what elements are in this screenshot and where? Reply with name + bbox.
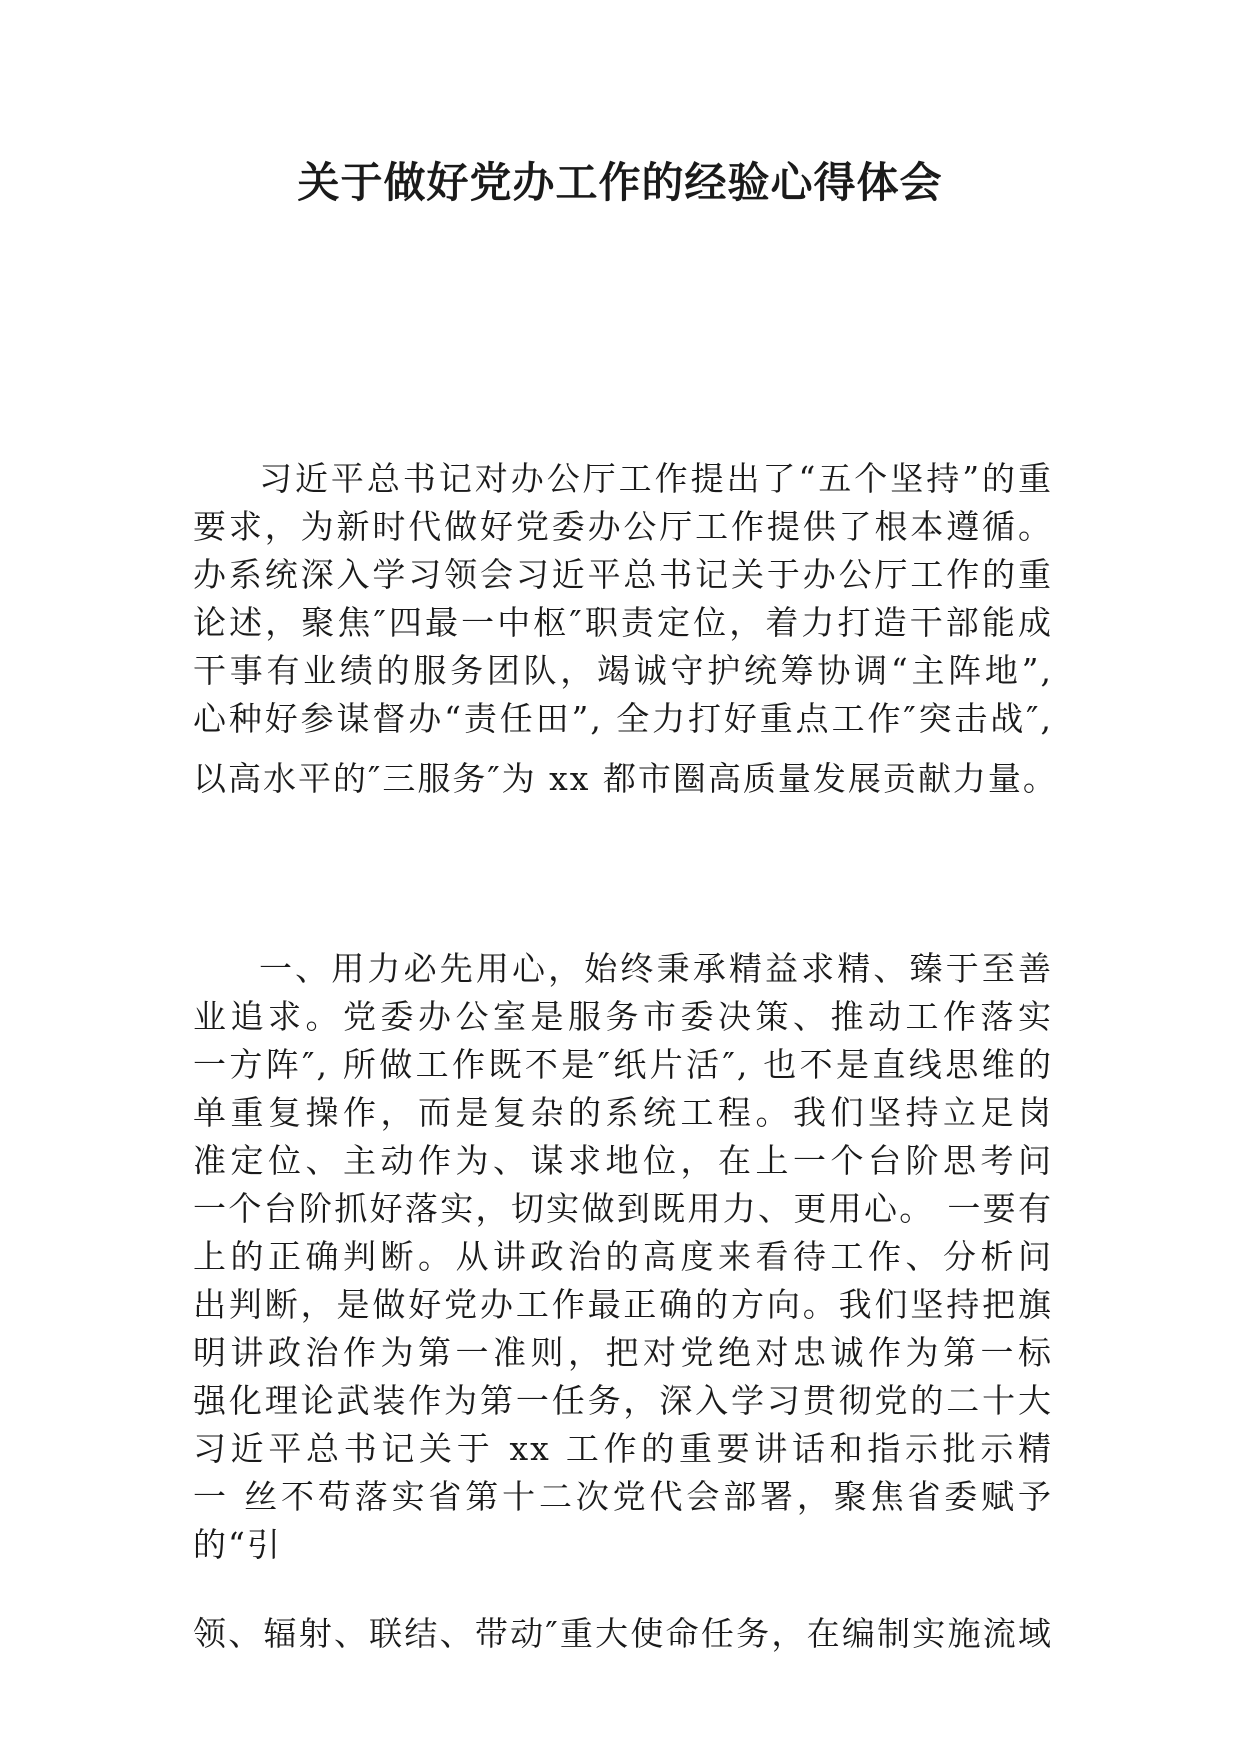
- paragraph-1-line-1: 习近平总书记对办公厅工作提出了“五个坚持”的重: [259, 459, 1053, 498]
- paragraph-1-line-2: 要求，为新时代做好党委办公厅工作提供了根本遵循。: [193, 507, 1053, 546]
- paragraph-2-line-8: 出判断，是做好党办工作最正确的方向。我们坚持把旗: [193, 1285, 1053, 1324]
- paragraph-1-line-3: 办系统深入学习领会习近平总书记关于办公厅工作的重: [193, 555, 1053, 594]
- document-title: 关于做好党办工作的经验心得体会: [297, 158, 943, 207]
- paragraph-1-line-7: 以高水平的″三服务″为 xx 都市圈高质量发展贡献力量。: [193, 759, 1058, 798]
- paragraph-2-line-5: 准定位、主动作为、谋求地位，在上一个台阶思考问: [193, 1141, 1053, 1180]
- paragraph-2-line-9: 明讲政治作为第一准则，把对党绝对忠诚作为第一标: [193, 1333, 1053, 1372]
- paragraph-2-line-4: 单重复操作，而是复杂的系统工程。我们坚持立足岗: [193, 1093, 1053, 1132]
- paragraph-1-line-4: 论述，聚焦″四最一中枢″职责定位，着力打造干部能成: [193, 603, 1053, 642]
- paragraph-2-line-1: 一、用力必先用心，始终秉承精益求精、臻于至善: [259, 949, 1053, 988]
- paragraph-2-line-2: 业追求。党委办公室是服务市委决策、推动工作落实: [193, 997, 1053, 1036]
- paragraph-2-line-12: 一 丝不苟落实省第十二次党代会部署，聚焦省委赋予: [193, 1477, 1053, 1516]
- paragraph-1-line-6: 心种好参谋督办“责任田”, 全力打好重点工作″突击战″,: [193, 699, 1053, 738]
- paragraph-3-line-1: 领、辐射、联结、带动″重大使命任务，在编制实施流域: [193, 1614, 1053, 1653]
- paragraph-2-line-7: 上的正确判断。从讲政治的高度来看待工作、分析问: [193, 1237, 1053, 1276]
- paragraph-2-line-11: 习近平总书记关于 xx 工作的重要讲话和指示批示精: [193, 1429, 1053, 1468]
- paragraph-2-line-13: 的“引: [193, 1525, 282, 1564]
- paragraph-2-line-3: 一方阵″, 所做工作既不是″纸片活″, 也不是直线思维的: [193, 1045, 1053, 1084]
- paragraph-1-line-5: 干事有业绩的服务团队，竭诚守护统筹协调“主阵地”,: [193, 651, 1053, 690]
- paragraph-2-line-10: 强化理论武装作为第一任务，深入学习贯彻党的二十大: [193, 1381, 1053, 1420]
- paragraph-2-line-6: 一个台阶抓好落实，切实做到既用力、更用心。 一要有: [193, 1189, 1053, 1228]
